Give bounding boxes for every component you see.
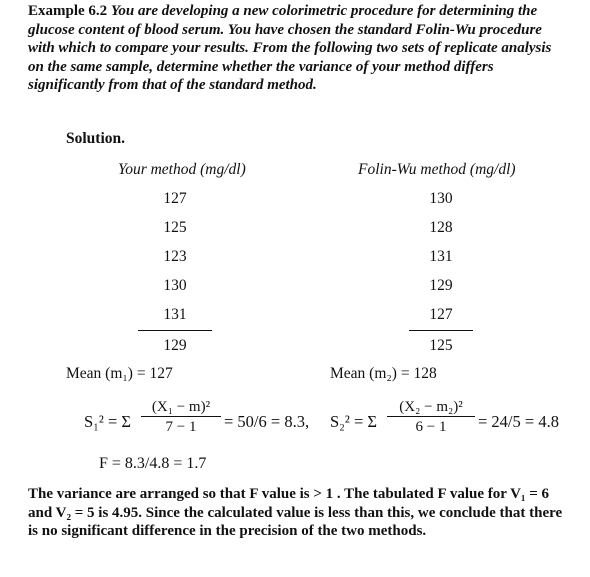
s1-fraction — [141, 398, 221, 437]
column-header-folin-wu: Folin-Wu method (mg/dl) — [358, 161, 516, 178]
s1-numerator: (X₁ − m)² — [141, 398, 221, 417]
mean-your-method: Mean (m₁) = 127 — [66, 365, 173, 382]
table-cell: 125 — [429, 337, 453, 354]
table-cell: 129 — [163, 337, 187, 354]
f-ratio-result: F = 8.3/4.8 = 1.7 — [99, 455, 207, 472]
s1-denominator: 7 − 1 — [165, 419, 197, 435]
column-header-your-method: Your method (mg/dl) — [118, 161, 246, 178]
solution-heading: Solution. — [66, 130, 126, 147]
mean-folin-wu: Mean (m₂) = 128 — [330, 365, 437, 382]
table-cell: 129 — [429, 277, 453, 294]
s2-fraction — [387, 398, 475, 437]
example-statement — [28, 2, 568, 95]
column-rule — [138, 330, 212, 331]
example-title: Example 6.2 — [28, 3, 108, 19]
s2-lhs: S₂² = Σ — [330, 412, 378, 431]
table-cell: 127 — [429, 306, 453, 323]
column-rule — [409, 330, 473, 331]
example-body: You are developing a new colorimetric procedure for determining the glucose content of blood serum. You have chosen the standard Folin-Wu procedure with which to compare your results. From the following two sets of replicate analysis on the same sample, determine whether the variance of your method differs significantly from that of the standard method. — [28, 3, 552, 94]
table-cell: 131 — [429, 248, 453, 265]
table-cell: 128 — [429, 219, 453, 236]
s2-denominator: 6 − 1 — [415, 419, 447, 435]
s2-rhs: = 24/5 = 4.8 — [478, 412, 559, 431]
s1-rhs: = 50/6 = 8.3, — [224, 412, 310, 431]
table-cell: 125 — [163, 219, 187, 236]
table-cell: 130 — [429, 190, 453, 207]
table-cell: 131 — [163, 306, 187, 323]
table-cell: 127 — [163, 190, 187, 207]
s1-lhs: S₁² = Σ — [84, 412, 132, 431]
table-cell: 123 — [163, 248, 187, 265]
conclusion-paragraph: The variance are arranged so that F value is > 1 . The tabulated F value for V₁ = 6 and V₂ = 5 is 4.95. Since the calculated value is less than this, we conclude that there is no significant difference in the precision of the two methods. — [28, 486, 563, 540]
table-cell: 130 — [163, 277, 187, 294]
s2-numerator: (X₂ − m₂)² — [387, 398, 475, 417]
